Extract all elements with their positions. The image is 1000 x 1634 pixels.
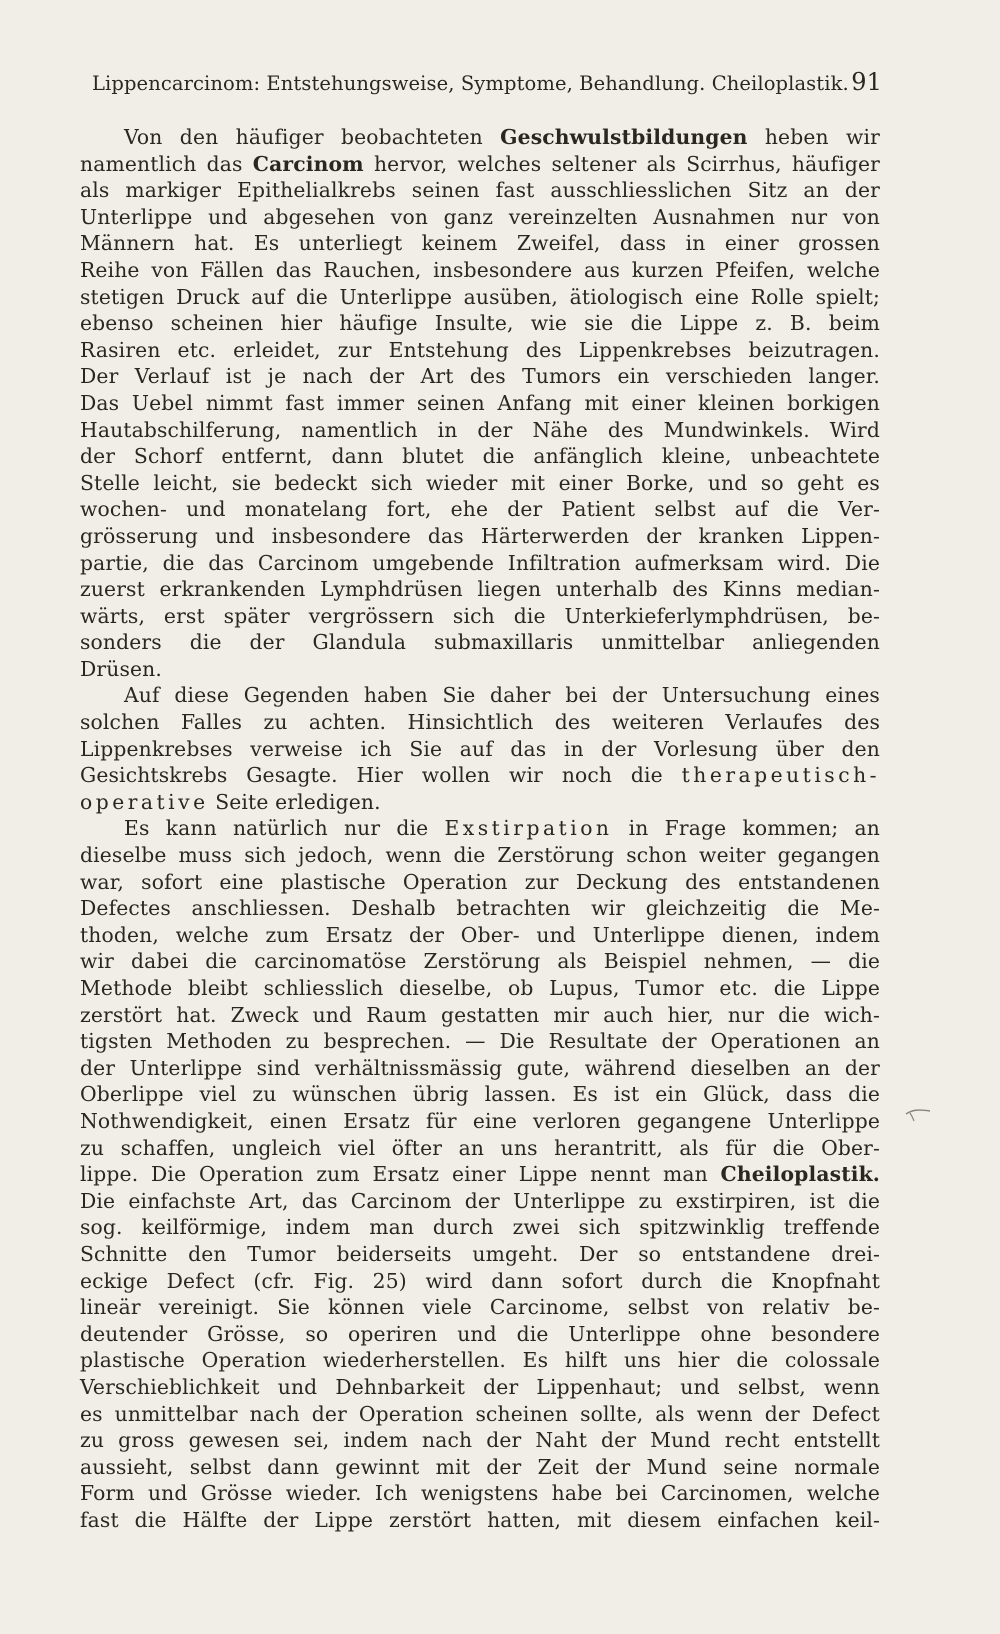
body-text xyxy=(80,124,880,1533)
text-line: eckige Defect (cfr. Fig. 25) wird dann sofort durch die Knopfnaht xyxy=(80,1268,880,1293)
text-line: Methode bleibt schliesslich dieselbe, ob Lupus, Tumor etc. die Lippe xyxy=(80,976,880,1000)
text-line: Lippenkrebses verweise ich Sie auf das in der Vorlesung über den xyxy=(80,736,880,761)
text-line: zuerst erkrankenden Lymphdrüsen liegen unterhalb des Kinns median- xyxy=(80,577,880,602)
text-line: namentlich das Carcinom hervor, welches seltener als Scirrhus, häufiger xyxy=(80,151,880,176)
text-line: es unmittelbar nach der Operation scheinen sollte, als wenn der Defect xyxy=(80,1401,880,1426)
text-line: partie, die das Carcinom umgebende Infiltration aufmerksam wird. Die xyxy=(80,550,880,575)
text-line: Schnitte den Tumor beiderseits umgeht. Der so entstandene drei- xyxy=(80,1241,880,1266)
text-line: sog. keilförmige, indem man durch zwei sich spitzwinklig treffende xyxy=(80,1215,880,1240)
text-line: wir dabei die carcinomatöse Zerstörung als Beispiel nehmen, — die xyxy=(80,949,880,974)
text-line: aussieht, selbst dann gewinnt mit der Zeit der Mund seine normale xyxy=(80,1454,880,1479)
text-line: als markiger Epithelialkrebs seinen fast ausschliesslichen Sitz an der xyxy=(80,178,880,203)
text-line: Rasiren etc. erleidet, zur Entstehung des Lippenkrebses beizutragen. xyxy=(80,337,880,362)
text-line: fast die Hälfte der Lippe zerstört hatten, mit diesem einfachen keil- xyxy=(80,1507,880,1532)
text-line: Von den häufiger beobachteten Geschwulstbildungen heben wir xyxy=(124,125,881,149)
text-line: thoden, welche zum Ersatz der Ober- und Unterlippe dienen, indem xyxy=(80,922,880,947)
text-line: Auf diese Gegenden haben Sie daher bei der Untersuchung eines xyxy=(124,683,880,708)
text-line: stetigen Druck auf die Unterlippe ausüben, ätiologisch eine Rolle spielt; xyxy=(80,284,880,309)
text-line: Oberlippe viel zu wünschen übrig lassen. Es ist ein Glück, dass die xyxy=(80,1082,880,1107)
spaced-term: operative xyxy=(80,789,209,814)
text-line: war, sofort eine plastische Operation zur Deckung des entstandenen xyxy=(80,869,880,894)
text-line: zerstört hat. Zweck und Raum gestatten mir auch hier, nur die wich- xyxy=(80,1002,880,1027)
text-line: ebenso scheinen hier häufige Insulte, wie sie die Lippe z. B. beim xyxy=(80,311,880,336)
text-line: der Unterlippe sind verhältnissmässig gute, während dieselben an der xyxy=(80,1055,880,1080)
text-line: Reihe von Fällen das Rauchen, insbesondere aus kurzen Pfeifen, welche xyxy=(80,257,880,282)
bold-term: Carcinom xyxy=(252,151,364,176)
text-line: tigsten Methoden zu besprechen. — Die Resultate der Operationen an xyxy=(80,1029,880,1054)
bold-term: Cheiloplastik. xyxy=(720,1162,880,1187)
text-line: Gesichtskrebs Gesagte. Hier wollen wir noch die therapeutisch- xyxy=(80,763,880,788)
text-line: operative Seite erledigen. xyxy=(80,789,381,814)
text-line: solchen Falles zu achten. Hinsichtlich des weiteren Verlaufes des xyxy=(80,710,880,735)
text-line: Stelle leicht, sie bedeckt sich wieder mit einer Borke, und so geht es xyxy=(80,470,880,495)
text-line: Drüsen. xyxy=(80,656,162,681)
page-number: 91 xyxy=(851,68,882,96)
text-line: Das Uebel nimmt fast immer seinen Anfang mit einer kleinen borkigen xyxy=(80,390,880,415)
text-line: plastische Operation wiederherstellen. Es hilft uns hier die colossale xyxy=(80,1348,880,1373)
text-line: zu schaffen, ungleich viel öfter an uns herantritt, als für die Ober- xyxy=(80,1135,880,1160)
text-line: sonders die der Glandula submaxillaris unmittelbar anliegenden xyxy=(80,630,880,655)
text-line: Die einfachste Art, das Carcinom der Unterlippe zu exstirpiren, ist die xyxy=(80,1188,880,1213)
text-line: Verschieblichkeit und Dehnbarkeit der Lippenhaut; und selbst, wenn xyxy=(80,1374,880,1399)
text-line: dieselbe muss sich jedoch, wenn die Zerstörung schon weiter gegangen xyxy=(80,843,880,868)
text-line: Defectes anschliessen. Deshalb betrachten wir gleichzeitig die Me- xyxy=(80,896,880,921)
spaced-term: therapeutisch- xyxy=(681,763,880,788)
text-line: Unterlippe und abgesehen von ganz vereinzelten Ausnahmen nur von xyxy=(80,204,880,229)
text-line: wochen- und monatelang fort, ehe der Patient selbst auf die Ver- xyxy=(80,497,880,522)
running-header xyxy=(92,68,882,96)
text-line: lippe. Die Operation zum Ersatz einer Lippe nennt man Cheiloplastik. xyxy=(80,1162,880,1187)
text-line: Form und Grösse wieder. Ich wenigstens habe bei Carcinomen, welche xyxy=(80,1481,880,1506)
text-line: deutender Grösse, so operiren und die Unterlippe ohne besondere xyxy=(80,1321,880,1346)
text-line: zu gross gewesen sei, indem nach der Naht der Mund recht entstellt xyxy=(80,1428,880,1453)
text-line: Hautabschilferung, namentlich in der Nähe des Mundwinkels. Wird xyxy=(80,417,880,442)
text-line: Männern hat. Es unterliegt keinem Zweifel, dass in einer grossen xyxy=(80,231,880,256)
text-line: Der Verlauf ist je nach der Art des Tumors ein verschieden langer. xyxy=(80,364,880,389)
pencil-margin-mark-icon xyxy=(904,1104,932,1122)
text-line: grösserung und insbesondere das Härterwerden der kranken Lippen- xyxy=(80,523,880,548)
text-line: der Schorf entfernt, dann blutet die anfänglich kleine, unbeachtete xyxy=(80,444,880,469)
bold-term: Geschwulstbildungen xyxy=(500,125,748,149)
text-line: wärts, erst später vergrössern sich die Unterkieferlymphdrüsen, be- xyxy=(80,603,880,628)
text-line: Nothwendigkeit, einen Ersatz für eine verloren gegangene Unterlippe xyxy=(80,1108,880,1133)
spaced-term: Exstirpation xyxy=(444,816,613,841)
running-title: Lippencarcinom: Entstehungsweise, Symptome, Behandlung. Cheiloplastik. xyxy=(92,72,849,95)
text-line: lineär vereinigt. Sie können viele Carcinome, selbst von relativ be- xyxy=(80,1295,880,1320)
text-line: Es kann natürlich nur die Exstirpation in Frage kommen; an xyxy=(124,816,880,841)
